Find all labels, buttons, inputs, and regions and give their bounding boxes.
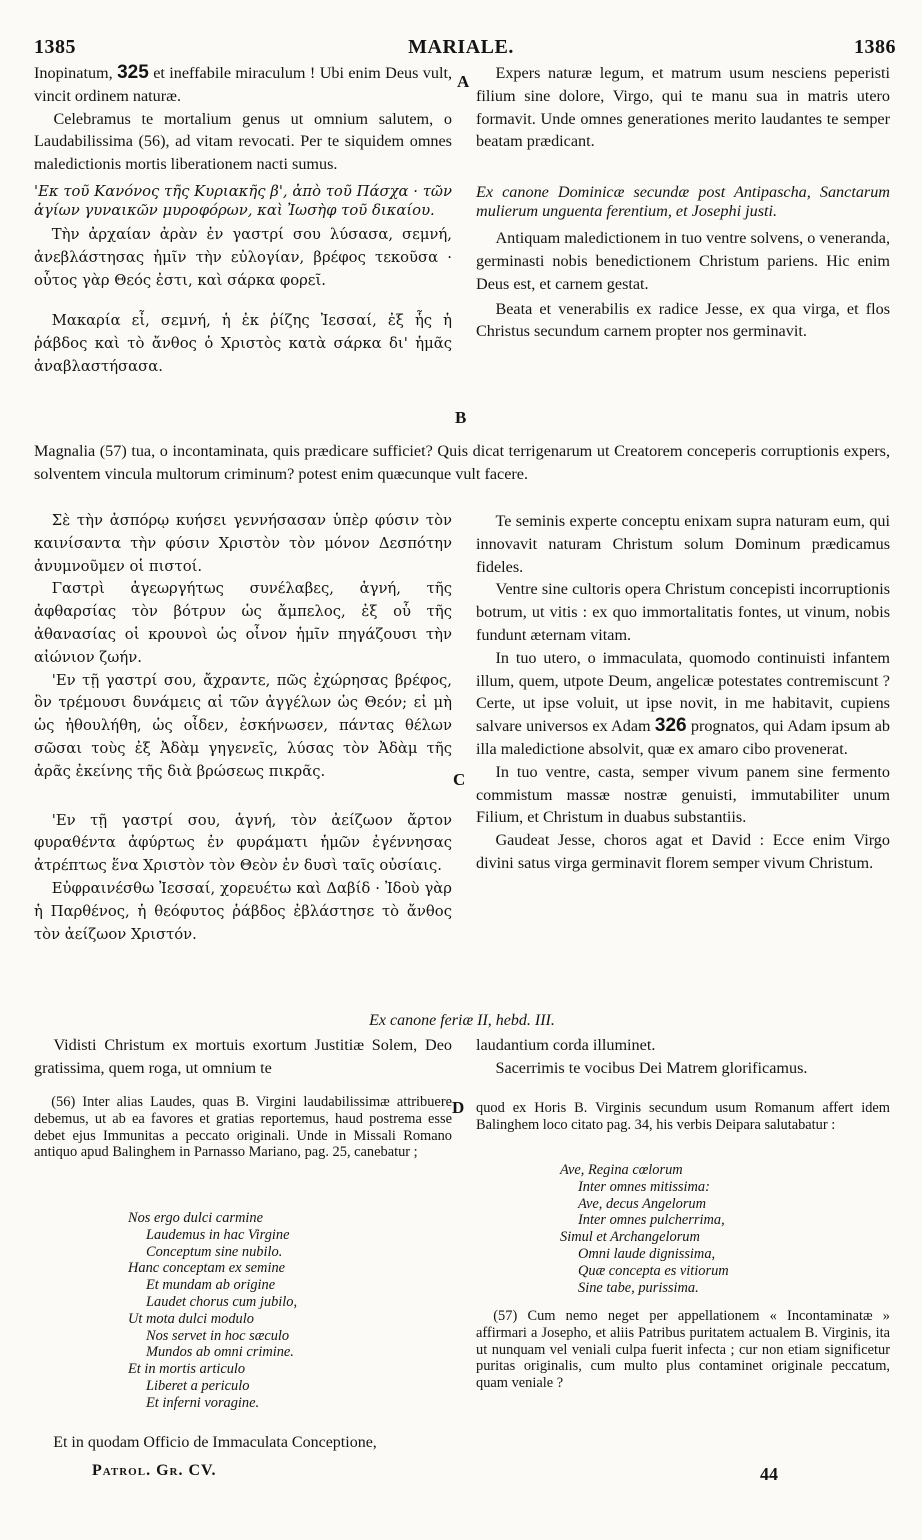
greek-paragraph: Εὐφραινέσθω Ἰεσσαί, χορευέτω καὶ Δαβίδ · Ἰδοὺ γὰρ ἡ Παρθένος, ἡ θεόφυτος ῥάβδος ἐβλάστησε τὸ ἄνθος τὸν ἀείζωον Χριστόν. — [34, 879, 452, 943]
margin-letter-a: A — [457, 72, 470, 91]
page-number-right: 1386 — [854, 36, 896, 58]
paragraph: Ventre sine cultoris opera Christum concepisti incorruptionis botrum, ut vitis : ex quo immortalitatis fontes, ut vinum, nobis fundunt æternam vitam. — [476, 580, 890, 644]
paragraph: Gaudeat Jesse, choros agat et David : Ecce enim Virgo divini satus virga germinavit florem semper vivum Christum. — [476, 831, 890, 872]
section2-right-column — [476, 510, 890, 875]
paragraph: Celebramus te mortalium genus ut omnium salutem, o Laudabilissima (56), ad vitam revocati. Per te siquidem omnes maledictionis mortis liberationem nacti sumus. — [34, 109, 452, 174]
verse-line: Et inferni voragine. — [146, 1394, 260, 1411]
text: prognatos, qui Adam ipsum ab illa maledictione absolvit, quæ ex amaro cibo provenerat. — [476, 717, 891, 758]
printer-signature-mark: 44 — [760, 1464, 778, 1484]
verse-line: Ave, decus Angelorum — [578, 1195, 707, 1212]
paragraph — [34, 62, 452, 108]
section2-left-column — [34, 510, 452, 946]
greek-paragraph: 'Εν τῇ γαστρί σου, ἁγνή, τὸν ἀείζωον ἄρτον φυραθέντα ἀφύρτως ἐν φυράματι ἡμῶν ἐγέννησας ἀτρέπτως ἕνα Χριστὸν τὸν Θεὸν ἐν δυσὶ ταῖς οὐσίαις. — [34, 811, 452, 875]
verse-line: Laudet chorus cum jubilo, — [146, 1293, 298, 1310]
footnote-56-left — [34, 1094, 452, 1161]
section1-right-column — [476, 62, 890, 343]
section3-right-column — [476, 1034, 890, 1080]
latin-heading: Ex canone Dominicæ secundæ post Antipascha, Sanctarum mulierum unguenta ferentium, et Josephi justi. — [476, 183, 890, 221]
greek-heading: 'Εκ τοῦ Κανόνος τῆς Κυριακῆς β', ἀπὸ τοῦ Πάσχα · τῶν ἁγίων γυναικῶν μυροφόρων, καὶ Ἰωσὴφ τοῦ δικαίου. — [34, 182, 452, 219]
running-title: MARIALE. — [408, 36, 514, 58]
patrologia-signature: Patrol. Gr. CV. — [92, 1462, 217, 1479]
verse-line: Mundos ab omni crimine. — [146, 1344, 294, 1361]
text: Inopinatum, — [34, 64, 113, 82]
verse-line: Hanc conceptam ex semine — [128, 1260, 286, 1277]
paragraph: laudantium corda illuminet. — [476, 1036, 656, 1054]
footnote-tail-left — [34, 1432, 452, 1455]
text: In tuo utero, o immaculata, quomodo continuisti infantem illum, quem, utpote Deum, angelicæ potestates contremiscunt ? Certe, ut ipse voluit, ut ipse novit, in me habitavit, cupiens salvare universos ex Adam — [476, 648, 890, 736]
column-number: 325 — [117, 62, 149, 83]
footnote-56-right — [476, 1100, 890, 1134]
paragraph: In tuo ventre, casta, semper vivum panem sine fermento commistum massæ nostræ genuisti, immutabiliter unum Filium, et Christum in duabus substantiis. — [476, 762, 890, 827]
section1-left-column — [34, 62, 452, 379]
verse-line: Inter omnes pulcherrima, — [578, 1212, 725, 1229]
footnote-text: (57) Cum nemo neget per appellationem « Incontaminatæ » affirmari a Josepho, et aliis Patribus puritatem actualem B. Virginis, ita ut nunquam vel veniali culpa fuerit infecta ; cur non etiam significetur puritas originalis, cum multo plus contaminet originale peccatum, quam veniale ? — [476, 1308, 890, 1392]
margin-letter-c: C — [453, 770, 466, 789]
greek-paragraph: Τὴν ἀρχαίαν ἀρὰν ἐν γαστρί σου λύσασα, σεμνή, ἀνεβλάστησας ἡμῖν τὴν εὐλογίαν, βρέφος τεκοῦσα · οὗτος γὰρ Θεός ἐστι, καὶ σάρκα φορεῖ. — [34, 225, 452, 289]
verse-line: Omni laude dignissima, — [578, 1245, 716, 1262]
text: et ineffabile miraculum ! Ubi enim Deus vult, vincit ordinem naturæ. — [34, 64, 453, 105]
paragraph: Expers naturæ legum, et matrum usum nesciens peperisti filium sine dolore, Virgo, qui te manu sua in matris utero formavit. Unde omnes generationes merito laudantes te semper beatam prædicant. — [476, 64, 890, 151]
margin-letter-d: D — [452, 1098, 465, 1117]
footnote-text: quod ex Horis B. Virginis secundum usum Romanum affert idem Balinghem loco citato pag. 34, his verbis Deipara salutabatur : — [476, 1100, 890, 1133]
footnote-text: (56) Inter alias Laudes, quas B. Virgini laudabilissimæ attribuere debemus, ut ab ea favores et gratias reportemus, haud postrema esse debet ejus Immunitas a peccato originali. Unde in Missali Romano antiquo apud Balinghem in Parnasso Mariano, pag. 25, canebatur ; — [34, 1094, 452, 1161]
margin-letter-b: B — [455, 408, 467, 427]
footnote-text: Et in quodam Officio de Immaculata Conceptione, — [53, 1434, 377, 1451]
full-width-paragraph — [34, 440, 890, 486]
latin-hymn-right — [560, 1162, 729, 1296]
verse-line: Ave, Regina cœlorum — [560, 1162, 683, 1178]
column-number: 326 — [654, 715, 687, 737]
verse-line: Simul et Archangelorum — [560, 1229, 700, 1246]
verse-line: Quæ concepta es vitiorum — [578, 1262, 729, 1279]
greek-paragraph: Σὲ τὴν ἀσπόρῳ κυήσει γεννήσασαν ὑπὲρ φύσιν τὸν καινίσαντα τὴν φύσιν Χριστὸν τὸν μόνον Δεσπότην ἀνυμνοῦμεν οἱ πιστοί. — [34, 512, 452, 575]
paragraph: Vidisti Christum ex mortuis exortum Justitiæ Solem, Deo gratissima, quem roga, ut omnium te — [34, 1036, 452, 1077]
verse-line: Nos ergo dulci carmine — [128, 1210, 263, 1226]
greek-paragraph: 'Εν τῇ γαστρί σου, ἄχραντε, πῶς ἐχώρησας βρέφος, ὃν τρέμουσι δυνάμεις αἱ τῶν ἀγγέλων ὡς Θεόν; εἰ μὴ ὡς ἠθουλήθη, ὡς οἶδεν, ἐσκήνωσεν, πάντας θέλων σῶσαι τοὺς ἐξ Ἀδὰμ γηγενεῖς, λύσας τὸν Ἀδὰμ τῆς ἀρᾶς ἐκείνης τῆς διὰ βρώσεως πικρᾶς. — [34, 671, 452, 780]
paragraph — [476, 647, 890, 761]
section3-left-column — [34, 1034, 452, 1080]
paragraph: Sacerrimis te vocibus Dei Matrem glorificamus. — [495, 1058, 808, 1077]
verse-line: Sine tabe, purissima. — [578, 1279, 699, 1296]
verse-line: Ut mota dulci modulo — [128, 1310, 254, 1327]
footnote-57 — [476, 1308, 890, 1392]
paragraph: Te seminis experte conceptu enixam supra naturam eum, qui innovavit naturam Christum solum Dominum prædicamus fideles. — [476, 512, 890, 576]
greek-paragraph: Γαστρὶ ἀγεωργήτως συνέλαβες, ἁγνή, τῆς ἀφθαρσίας τὸν βότρυν ὡς ἄμπελος, ἐξ οὗ τῆς ἀθανασίας οἱ κρουνοὶ ὡς οἶνον ἡμῖν πηγάζουσι τὴν αἰώνιον ζωήν. — [34, 580, 452, 666]
verse-line: Nos servet in hoc sæculo — [146, 1327, 290, 1344]
verse-line: Inter omnes mitissima: — [578, 1178, 710, 1195]
paragraph: Magnalia (57) tua, o incontaminata, quis prædicare sufficiet? Quis dicat terrigenarum ut Creatorem conceperis corruptionis expers, solventem vincula multorum criminum? potest enim quæcunque vult facere. — [34, 442, 890, 483]
greek-paragraph: Μακαρία εἶ, σεμνή, ἡ ἐκ ῥίζης Ἰεσσαί, ἐξ ἧς ἡ ῥάβδος καὶ τὸ ἄνθος ὁ Χριστὸς κατὰ σάρκα δι' ἡμᾶς ἀναβλαστήσασα. — [34, 312, 452, 375]
paragraph: Antiquam maledictionem in tuo ventre solvens, o veneranda, germinasti nobis benedictionem Christum pariens. Hic enim Deus est, et carnem gestat. — [476, 229, 890, 293]
verse-line: Et mundam ab origine — [146, 1277, 276, 1294]
verse-line: Laudemus in hac Virgine — [146, 1226, 290, 1243]
verse-line: Liberet a periculo — [146, 1377, 250, 1394]
section-heading: Ex canone feriæ II, hebd. III. — [369, 1012, 555, 1029]
verse-line: Conceptum sine nubilo. — [146, 1243, 283, 1260]
paragraph: Beata et venerabilis ex radice Jesse, ex qua virga, et flos Christus secundum carnem propter nos germinavit. — [476, 299, 890, 341]
latin-hymn-left — [128, 1210, 297, 1412]
page-number-left: 1385 — [34, 36, 76, 58]
verse-line: Et in mortis articulo — [128, 1361, 246, 1378]
